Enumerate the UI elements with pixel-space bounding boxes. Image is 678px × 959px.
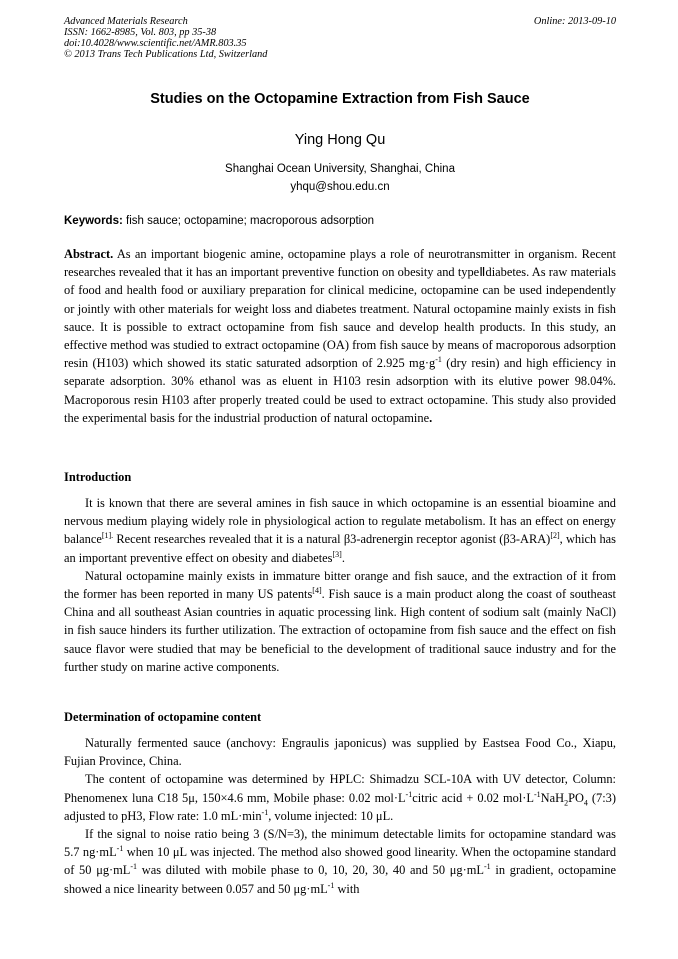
abstract-text-1: As an important biogenic amine, octopamine plays a role of neurotransmitter in organism. Recent researches revealed that it has an important preventive function on obesity and typeⅡdiabetes. As raw materials of food and health food or auxiliary preparation for clinical medicine, octopamine can be used independently or jointly with other materials for weight loss and diabetes treatment. Natural octopamine mainly exists in fish sauce. It is possible to extract octopamine from fish sauce and develop health products. In this study, an effective method was studied to extract octopamine (OA) from fish sauce by means of macroporous adsorption resin (H103) which showed its static saturated adsorption of 2.925 mg·g — [64, 247, 616, 371]
det-p2-e: (7:3) adjusted to pH3, Flow rate: 1.0 mL·min — [64, 790, 617, 823]
det-p3-b: when 10 μL was injected. The method also showed good linearity. When the octopamine standard of 50 μg·mL — [64, 845, 617, 878]
det-p2-sup3: -1 — [261, 807, 269, 817]
author-affiliation-block — [64, 160, 616, 196]
citation-ref-4: [4] — [312, 585, 322, 595]
abstract-end: . — [429, 410, 433, 425]
introduction-section — [64, 494, 616, 676]
abstract-paragraph — [64, 245, 616, 427]
det-p2-sup1: -1 — [405, 789, 413, 799]
det-p2-a: The content of octopamine was determined by HPLC: Shimadzu SCL-10A with UV detector, Column: Phenomenex luna C18 5μ, 150×4.6 mm, Mobile phase: 0.02 mol·L — [64, 772, 616, 805]
determination-heading: Determination of octopamine content — [64, 710, 262, 724]
copyright-line: © 2013 Trans Tech Publications Ltd, Switzerland — [64, 49, 268, 60]
doi-line: doi:10.4028/www.scientific.net/AMR.803.35 — [64, 38, 247, 49]
det-p2-sup2: -1 — [533, 789, 541, 799]
det-p3-sup2: -1 — [130, 862, 138, 872]
determination-paragraph-1: Naturally fermented sauce (anchovy: Engraulis japonicus) was supplied by Eastsea Food Co., Xiapu, Fujian Province, China. — [64, 736, 616, 769]
online-date: Online: 2013-09-10 — [533, 16, 616, 27]
citation-ref-1: [1]. — [101, 531, 114, 541]
author-email: yhqu@shou.edu.cn — [290, 181, 390, 193]
determination-section — [64, 734, 616, 898]
citation-ref-3: [3] — [332, 549, 342, 559]
det-p2-f: , volume injected: 10 μL. — [268, 808, 394, 823]
det-p3-sup4: -1 — [327, 880, 335, 890]
det-p2-b: citric acid + 0.02 mol·L — [412, 790, 534, 805]
abstract-label: Abstract. — [64, 247, 114, 261]
intro-p1-text-a: It is known that there are several amines in fish sauce in which octopamine is an essential bioamine and nervous medium playing widely role in physiological action to regulate metabolism. It has an effect on energy balance — [64, 496, 616, 547]
det-p3-sup3: -1 — [483, 862, 491, 872]
det-p2-d: PO — [568, 790, 584, 805]
abstract-text-2: (dry resin) and high efficiency in separate adsorption. 30% ethanol was as eluent in H103 resin adsorption with its elutive power 98.04%. Macroporous resin H103 after properly treated could be used to extract octopamine. This study also provided the experimental basis for the industrial production of natural octopamine — [64, 356, 616, 425]
issn-line: ISSN: 1662-8985, Vol. 803, pp 35-38 — [64, 27, 217, 38]
author-name: Ying Hong Qu — [294, 132, 386, 148]
paper-title: Studies on the Octopamine Extraction from Fish Sauce — [150, 91, 530, 107]
determination-paragraph-3 — [64, 825, 616, 898]
affiliation: Shanghai Ocean University, Shanghai, China — [225, 163, 455, 175]
intro-p1-text-b: Recent researches revealed that it is a natural β3-adrenergin receptor agonist (β3-ARA) — [113, 532, 551, 547]
det-p3-c: was diluted with mobile phase to 0, 10, 20, 30, 40 and 50 μg·mL — [137, 863, 484, 878]
journal-name: Advanced Materials Research — [64, 16, 188, 27]
det-p3-e: with — [334, 881, 360, 896]
det-p2-sub1: 2 — [564, 798, 569, 808]
det-p2-sub2: 4 — [583, 798, 588, 808]
keywords-line — [64, 215, 616, 227]
intro-p1-text-d: . — [341, 550, 345, 565]
publication-header — [64, 16, 616, 60]
det-p3-a: If the signal to noise ratio being 3 (S/N=3), the minimum detectable limits for octopamine standard was 5.7 ng·mL — [64, 827, 616, 860]
intro-p1-text-c: , which has an important preventive effect on obesity and diabetes — [64, 532, 616, 565]
det-p3-d: in gradient, octopamine showed a nice linearity between 0.057 and 50 μg·mL — [64, 863, 616, 896]
introduction-paragraph-2 — [64, 567, 616, 676]
det-p2-c: NaH — [540, 790, 565, 805]
keywords-text: fish sauce; octopamine; macroporous adsorption — [126, 215, 375, 227]
abstract-section — [64, 245, 616, 427]
det-p3-sup1: -1 — [116, 844, 124, 854]
determination-paragraph-2 — [64, 770, 616, 825]
abstract-sup: -1 — [435, 355, 442, 365]
citation-ref-2: [2] — [550, 531, 560, 541]
intro-p2-text-a: Natural octopamine mainly exists in immature bitter orange and fish sauce, and the extraction of it from the former has been reported in many US patents — [64, 568, 616, 602]
intro-p2-text-b: . Fish sauce is a main product along the coast of southeast China and all southeast Asian countries in aquatic processing link. High content of sodium salt (mainly NaCl) in fish sauce hinders its further utilization. The extraction of octopamine from fish sauce and the effect on fish sauce flavor were studied that may be beneficial to the development of traditional sauce industry and for the further study on marine active components. — [64, 587, 616, 674]
keywords-label: Keywords: — [64, 215, 123, 227]
introduction-paragraph-1 — [64, 494, 616, 567]
introduction-heading: Introduction — [64, 470, 132, 484]
